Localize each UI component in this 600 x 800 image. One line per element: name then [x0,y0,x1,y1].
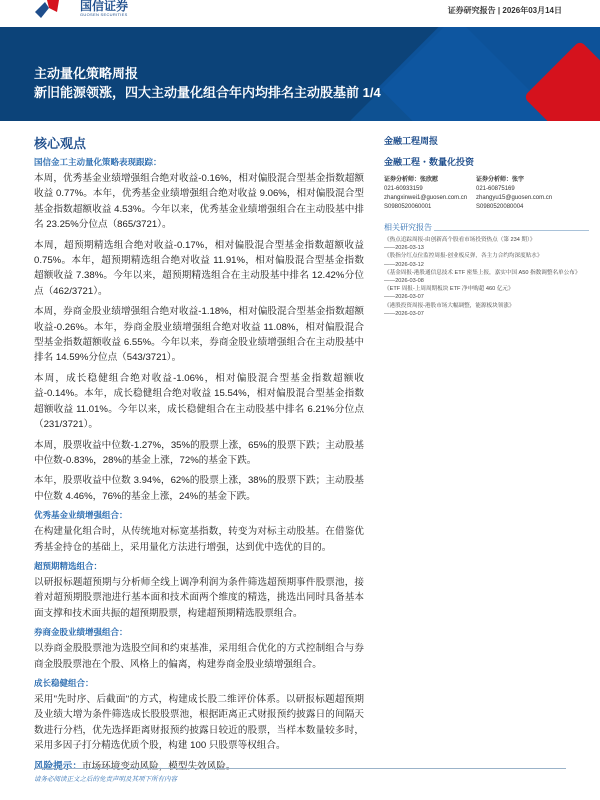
logo-en: GUOSEN SECURITIES [80,12,128,17]
paragraph: 本周，股票收益中位数-1.27%，35%的股票上涨，65%的股票下跌；主动股基中位数-0.83%，28%的基金上涨，72%的基金下跌。 [34,439,364,466]
report-title: 《股指分红点位监控周报-创业板反弹，各主力合约均深度贴水》 [384,253,543,260]
title-banner [0,27,600,121]
core-views [34,133,364,779]
subheading: 超预期精选组合： [34,560,103,571]
footer-divider [34,768,566,769]
report-title: 《基金周报-港股通信息技术 ETF 密集上报，嘉实中国 A50 指数调整名单公布》 [384,269,581,276]
report-date: ——2026-03-13 [384,245,424,252]
related-reports-heading [384,222,589,233]
report-date: ——2026-03-08 [384,278,424,285]
analyst-name: 证券分析师：张宇 [476,177,525,183]
report-date: ——2026-03-07 [384,294,424,301]
analyst [384,176,476,212]
analyst-name: 证券分析师：张欣慰 [384,177,439,183]
analyst-phone: 021-60875169 [476,186,515,192]
paragraph: 本周，成长稳健组合绝对收益-1.06%，相对偏股混合型基金指数超额收益-0.14%。本年，成长稳健组合绝对收益 15.54%，相对偏股混合型基金指数超额收益 11.01%。今年以来，成长稳健组合在主动股基中排名 6.21%分位点（231/3721）。 [34,372,364,431]
paragraph: 本周，优秀基金业绩增强组合绝对收益-0.16%，相对偏股混合型基金指数超额收益 0.77%。本年，优秀基金业绩增强组合绝对收益 9.06%，相对偏股混合型基金指数超额收益 4.53%。今年以来，优秀基金业绩增强组合在主动股基中排名 23.25%分位点（865/3721）。 [34,173,364,231]
report-title: 主动量化策略周报 [34,66,139,81]
risk-warning [34,759,364,774]
report-category: 金融工程周报 [384,136,439,146]
subheading: 国信金工主动量化策略表现跟踪： [34,157,162,167]
paragraph: 采用"先时序、后截面"的方式，构建成长股二维评价体系。以研报标题超预期及业绩大增为条件筛选成长股股票池，根据距离正式财报预约披露日的间隔天数进行分档，优先选择距离财报预约披露日较近的股票，当样本数量较多时，采用多因子打分精选优质个股，构建 100 只股票等权组合。 [34,693,364,752]
report-item[interactable] [384,269,589,285]
analyst-cert: S0980520080004 [476,204,524,210]
subheading: 券商金股业绩增强组合： [34,627,128,638]
report-title: 《ETF 周报-上周周期板块 ETF 净申购超 460 亿元》 [384,286,514,293]
analyst [476,176,568,212]
analyst-email[interactable]: zhangxinwei1@guosen.com.cn [384,195,468,201]
report-item[interactable] [384,252,589,268]
report-subtitle: 新旧能源领涨，四大主动量化组合年内均排名主动股基前 1/4 [34,85,381,100]
report-type: 证券研究报告 [447,6,496,15]
report-item[interactable] [384,285,589,301]
analyst-phone: 021-60933159 [384,186,423,192]
report-field: 金融工程・数量化投资 [384,157,475,167]
risk-label: 风险提示： [34,760,82,772]
report-date: 2026年03月14日 [502,6,562,15]
paragraph: 本年，股票收益中位数 3.94%，62%的股票上涨，38%的股票下跌；主动股基中位数 4.46%，76%的基金上涨，24%的基金下跌。 [34,475,364,502]
paragraph: 本周，超预期精选组合绝对收益-0.17%，相对偏股混合型基金指数超额收益 0.75%。本年，超预期精选组合绝对收益 11.91%，相对偏股混合型基金指数超额收益 7.38%。今年以来，超预期精选组合在主动股基中排名 12.42%分位点（462/3721）。 [34,239,364,297]
risk-text: 市场环境变动风险，模型失效风险。 [81,760,236,772]
divider [434,230,589,231]
paragraph: 在构建量化组合时，从传统地对标宽基指数，转变为对标主动股基。在借鉴优秀基金持仓的基础上，采用量化方法进行增强，达到优中选优的目的。 [34,526,364,553]
paragraph: 本周，券商金股业绩增强组合绝对收益-1.18%，相对偏股混合型基金指数超额收益-0.26%。本年，券商金股业绩增强组合绝对收益 11.08%，相对偏股混合型基金指数超额收益 6.55%。今年以来，券商金股业绩增强组合在主动股基中排名 14.59%分位点（543/3721）。 [34,306,364,364]
sidebar [384,134,589,318]
analyst-cert: S0980520060001 [384,204,432,210]
related-title: 相关研究报告 [384,223,432,232]
section-heading: 核心观点 [34,136,87,151]
disclaimer-note: 请务必阅读正文之后的免责声明及其项下所有内容 [34,776,177,783]
report-date: ——2026-03-12 [384,261,424,268]
separator: | [497,6,501,15]
report-title: 《港股投资周报-港股市场大幅调整，能源板块领涨》 [384,302,515,309]
related-reports-list [384,236,589,318]
analysts [384,176,589,212]
report-item[interactable] [384,302,589,318]
page-header [0,0,600,27]
guosen-logo-icon [35,0,59,20]
report-meta [448,5,562,16]
subheading: 成长稳健组合： [34,677,94,688]
paragraph: 以研报标题超预期与分析师全线上调净利润为条件筛选超预期事件股票池，接着对超预期股票池进行基本面和技术面两个维度的精选，挑选出同时具备基本面支撑和技术面共振的超预期股票，构建超预期精选股票组合。 [34,576,364,619]
report-title: 《热点追踪周报-由创新高个股看市场投资热点（第 234 期）》 [384,237,536,243]
report-date: ——2026-03-07 [384,310,424,317]
subheading: 优秀基金业绩增强组合： [34,510,128,521]
analyst-email[interactable]: zhangyu15@guosen.com.cn [476,195,553,201]
paragraph: 以券商金股股票池为选股空间和约束基准，采用组合优化的方式控制组合与券商金股股票池在个股、风格上的偏离，构建券商金股业绩增强组合。 [34,643,364,670]
report-item[interactable] [384,236,589,252]
logo-cn: 国信证券 [80,0,129,13]
